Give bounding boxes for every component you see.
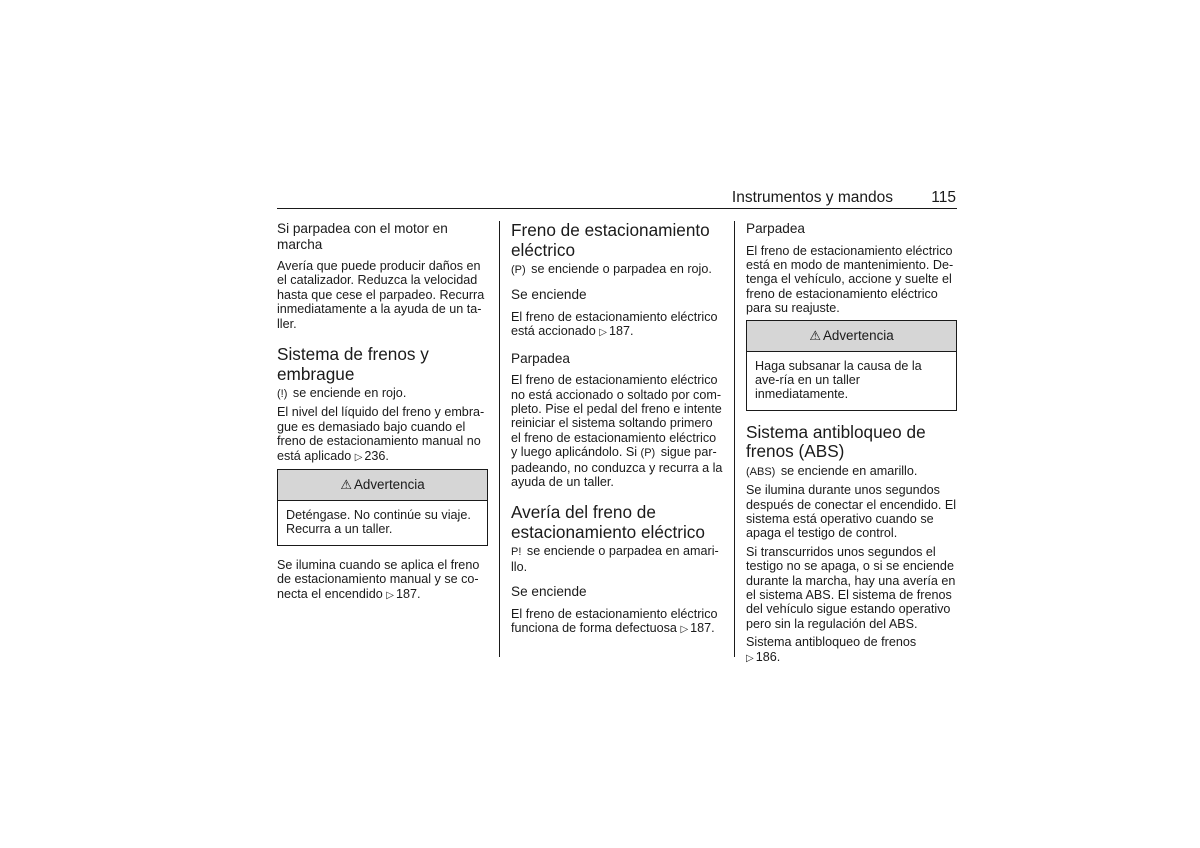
warning-triangle-icon: ⚠ xyxy=(340,477,352,493)
subheading: Parpadea xyxy=(746,221,805,236)
warning-box xyxy=(746,320,957,411)
abs-icon: (ABS) xyxy=(746,465,776,478)
paragraph: Si transcurridos unos segundos el testigo no se apaga, o si se enciende durante la marcha, hay una avería en el sistema ABS. El sistema de frenos del vehículo sigue estando operativo pero sin la regulación del ABS. xyxy=(746,544,956,631)
page-reference-icon: ▷ xyxy=(354,451,363,463)
page-header xyxy=(277,188,957,209)
paragraph: P! se enciende o parpadea en amari-llo. xyxy=(511,544,719,574)
warning-triangle-icon: ⚠ xyxy=(809,327,821,343)
column-divider xyxy=(734,221,735,657)
paragraph: El nivel del líquido del freno y embra-gue es demasiado bajo cuando el freno de estacionamiento manual no está aplicado ▷ 236. xyxy=(277,405,488,465)
parking-brake-icon: (P) xyxy=(640,447,656,460)
page-reference[interactable]: 187. xyxy=(608,324,634,339)
paragraph: (ABS) se enciende en amarillo. xyxy=(746,463,918,478)
warning-text: Deténgase. No continúe su viaje. Recurra a un taller. xyxy=(286,508,471,537)
section-heading: Freno de estacionamiento eléctrico xyxy=(511,220,710,260)
paragraph: El freno de estacionamiento eléctrico funciona de forma defectuosa ▷ 187. xyxy=(511,607,723,638)
brake-warning-icon: (!) xyxy=(277,388,288,401)
paragraph: (!) se enciende en rojo. xyxy=(277,386,407,401)
page-reference-icon: ▷ xyxy=(680,624,689,636)
page-reference[interactable]: 187. xyxy=(395,586,421,601)
section-heading: Sistema antibloqueo de frenos (ABS) xyxy=(746,421,926,462)
paragraph: Se ilumina durante unos segundos después de conectar el encendido. El sistema está operativo cuando se apaga el testigo de control. xyxy=(746,483,957,541)
paragraph: (P) se enciende o parpadea en rojo. xyxy=(511,262,712,276)
paragraph: Se ilumina cuando se aplica el freno de estacionamiento manual y se co-necta el encendido ▷ 187. xyxy=(277,558,488,603)
page-reference-icon: ▷ xyxy=(746,652,754,664)
parking-brake-icon: (P) xyxy=(511,264,526,276)
page-reference[interactable]: 236. xyxy=(364,448,389,463)
column-divider xyxy=(499,221,500,657)
section-heading: Avería del freno de estacionamiento eléctrico xyxy=(511,502,705,542)
warning-text: Haga subsanar la causa de la ave-ría en un taller inmediatamente. xyxy=(755,358,922,402)
column-1 xyxy=(277,221,488,607)
subheading: Si parpadea con el motor en marcha xyxy=(277,221,448,252)
paragraph: Avería que puede producir daños en el catalizador. Reduzca la velocidad hasta que cese el parpadeo. Recurra inmediatamente a la ayuda de un ta-ller. xyxy=(277,259,485,331)
column-3 xyxy=(746,221,957,670)
warning-header: ⚠ Advertencia xyxy=(747,321,956,352)
page-reference[interactable]: 186. xyxy=(755,649,781,664)
paragraph: El freno de estacionamiento eléctrico no está accionado o soltado por com-pleto. Pise el pedal del freno e intente reiniciar el sistema soltando primero el freno de estacionamiento eléctrico y luego aplicándolo. Si (P) sigue par-padeando, no conduzca y recurra a la ayuda de un taller. xyxy=(511,373,723,490)
page-reference[interactable]: 187. xyxy=(690,621,715,636)
paragraph: El freno de estacionamiento eléctrico está accionado ▷ 187. xyxy=(511,310,723,341)
warning-box xyxy=(277,469,488,546)
page-reference-icon: ▷ xyxy=(386,589,394,601)
parking-brake-fault-icon: P! xyxy=(511,546,522,559)
subheading: Parpadea xyxy=(511,350,570,366)
paragraph: Sistema antibloqueo de frenos ▷ 186. xyxy=(746,635,957,666)
section-heading: Sistema de frenos y embrague xyxy=(277,344,429,384)
page-number: 115 xyxy=(931,189,956,206)
warning-header: ⚠ Advertencia xyxy=(278,470,487,501)
paragraph: El freno de estacionamiento eléctrico está en modo de mantenimiento. De-tenga el vehículo, accione y suelte el freno de estacionamiento eléctrico para su reajuste. xyxy=(746,243,954,316)
section-title: Instrumentos y mandos xyxy=(731,189,893,206)
page-reference-icon: ▷ xyxy=(599,327,607,339)
column-2 xyxy=(511,221,723,642)
subheading: Se enciende xyxy=(511,584,587,600)
subheading: Se enciende xyxy=(511,287,587,303)
